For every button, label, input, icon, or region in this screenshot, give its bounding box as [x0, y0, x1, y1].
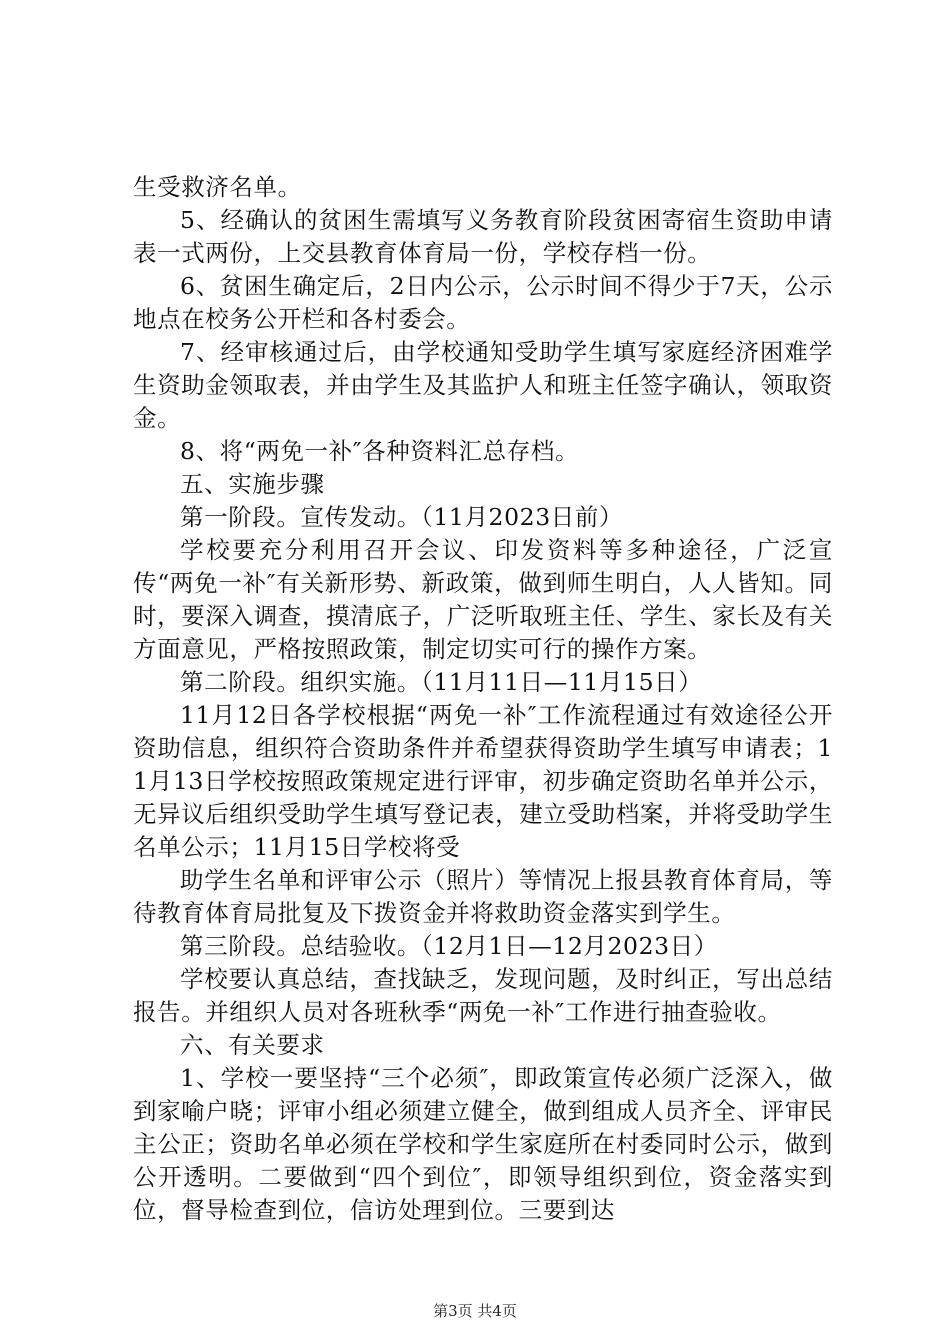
stage-heading: 第三阶段。总结验收。（12月1日—12月2023日） — [180, 932, 718, 960]
page-number-label: 第3页 共4页 — [433, 1302, 517, 1320]
paragraph: 学校要充分利用召开会议、印发资料等多种途径，广泛宣传“两免一补″有关新形势、新政策，做到师生明白，人人皆知。同时，要深入调查，摸清底子，广泛听取班主任、学生、家长及有关方面意见，严格按照政策，制定切实可行的操作方案。 — [133, 536, 833, 663]
paragraph: 7、经审核通过后，由学校通知受助学生填写家庭经济困难学生资助金领取表，并由学生及其监护人和班主任签字确认，领取资金。 — [133, 338, 833, 432]
paragraph: 5、经确认的贫困生需填写义务教育阶段贫困寄宿生资助申请表一式两份，上交县教育体育局一份，学校存档一份。 — [133, 206, 833, 267]
paragraph: 6、贫困生确定后，2日内公示，公示时间不得少于7天，公示地点在校务公开栏和各村委会。 — [133, 272, 833, 333]
stage-heading: 第一阶段。宣传发动。（11月2023日前） — [180, 503, 624, 531]
paragraph: 助学生名单和评审公示（照片）等情况上报县教育体育局，等待教育体育局批复及下拨资金并将救助资金落实到学生。 — [133, 866, 833, 927]
document-body — [133, 171, 833, 1227]
paragraph: 11月12日各学校根据“两免一补″工作流程通过有效途径公开资助信息，组织符合资助条件并希望获得资助学生填写申请表；11月13日学校按照政策规定进行评审，初步确定资助名单并公示，无异议后组织受助学生填写登记表，建立受助档案，并将受助学生名单公示；11月15日学校将受 — [133, 701, 833, 861]
section-heading: 五、实施步骤 — [180, 470, 325, 498]
section-heading: 六、有关要求 — [180, 1031, 325, 1059]
stage-heading: 第二阶段。组织实施。（11月11日—11月15日） — [180, 668, 703, 696]
paragraph: 1、学校一要坚持“三个必须″，即政策宣传必须广泛深入，做到家喻户晓；评审小组必须建立健全，做到组成人员齐全、评审民主公正；资助名单必须在学校和学生家庭所在村委同时公示，做到公开透明。二要做到“四个到位″，即领导组织到位，资金落实到位，督导检查到位，信访处理到位。三要到达 — [133, 1064, 833, 1224]
page-footer — [0, 1302, 950, 1320]
paragraph: 8、将“两免一补″各种资料汇总存档。 — [180, 437, 580, 465]
paragraph: 生受救济名单。 — [133, 173, 302, 201]
paragraph: 学校要认真总结，查找缺乏，发现问题，及时纠正，写出总结报告。并组织人员对各班秋季“两免一补″工作进行抽查验收。 — [133, 965, 833, 1026]
